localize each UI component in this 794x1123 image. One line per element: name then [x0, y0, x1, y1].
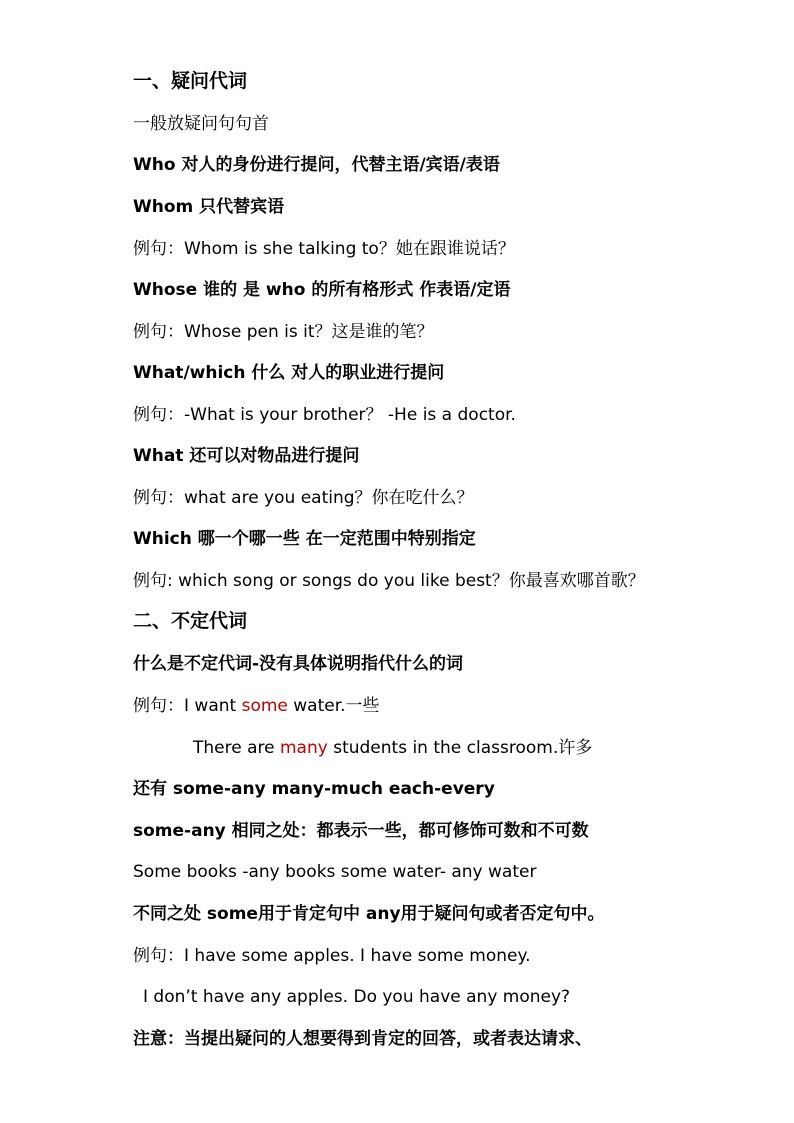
- example-line: 例句: which song or songs do you like best？你最喜欢哪首歌？: [133, 571, 645, 591]
- example-line: 例句：-What is your brother？ -He is a doctor.: [133, 405, 516, 425]
- highlighted-word: some: [241, 696, 288, 716]
- example-line: 例句：Whose pen is it？这是谁的笔？: [133, 322, 434, 342]
- example-line: [193, 737, 592, 759]
- text-segment: water.一些: [287, 696, 380, 716]
- text-segment: students in the classroom.许多: [327, 738, 593, 758]
- text-segment: 例句：I want: [133, 696, 242, 716]
- example-line: 例句：Whom is she talking to？她在跟谁说话？: [133, 239, 515, 259]
- text-line: 还有 some-any many-much each-every: [133, 779, 495, 799]
- highlighted-word: many: [280, 738, 328, 758]
- text-line: 注意：当提出疑问的人想要得到肯定的回答，或者表达请求、: [133, 1029, 592, 1049]
- example-line: 例句：I have some apples. I have some money.: [133, 946, 531, 966]
- text-line: What/which 什么 对人的职业进行提问: [133, 363, 445, 383]
- text-line: What 还可以对物品进行提问: [133, 446, 360, 466]
- text-line: 一般放疑问句句首: [133, 114, 269, 134]
- text-line: Whose 谁的 是 who 的所有格形式 作表语/定语: [133, 280, 511, 300]
- text-line: Which 哪一个哪一些 在一定范围中特别指定: [133, 529, 476, 549]
- section-heading-indefinite-pronouns: 二、不定代词: [133, 610, 248, 632]
- text-line: 不同之处 some用于肯定句中 any用于疑问句或者否定句中。: [133, 904, 605, 924]
- text-segment: There are: [193, 738, 280, 758]
- example-line: I don’t have any apples. Do you have any money?: [143, 987, 571, 1007]
- section-heading-interrogative-pronouns: 一、疑问代词: [133, 70, 248, 92]
- text-line: 什么是不定代词-没有具体说明指代什么的词: [133, 654, 464, 674]
- example-line: [133, 695, 380, 717]
- text-line: Some books -any books some water- any water: [133, 862, 537, 882]
- text-line: Who 对人的身份进行提问，代替主语/宾语/表语: [133, 155, 500, 175]
- text-line: Whom 只代替宾语: [133, 197, 285, 217]
- text-line: some-any 相同之处：都表示一些，都可修饰可数和不可数: [133, 821, 589, 841]
- example-line: 例句：what are you eating？你在吃什么？: [133, 488, 474, 508]
